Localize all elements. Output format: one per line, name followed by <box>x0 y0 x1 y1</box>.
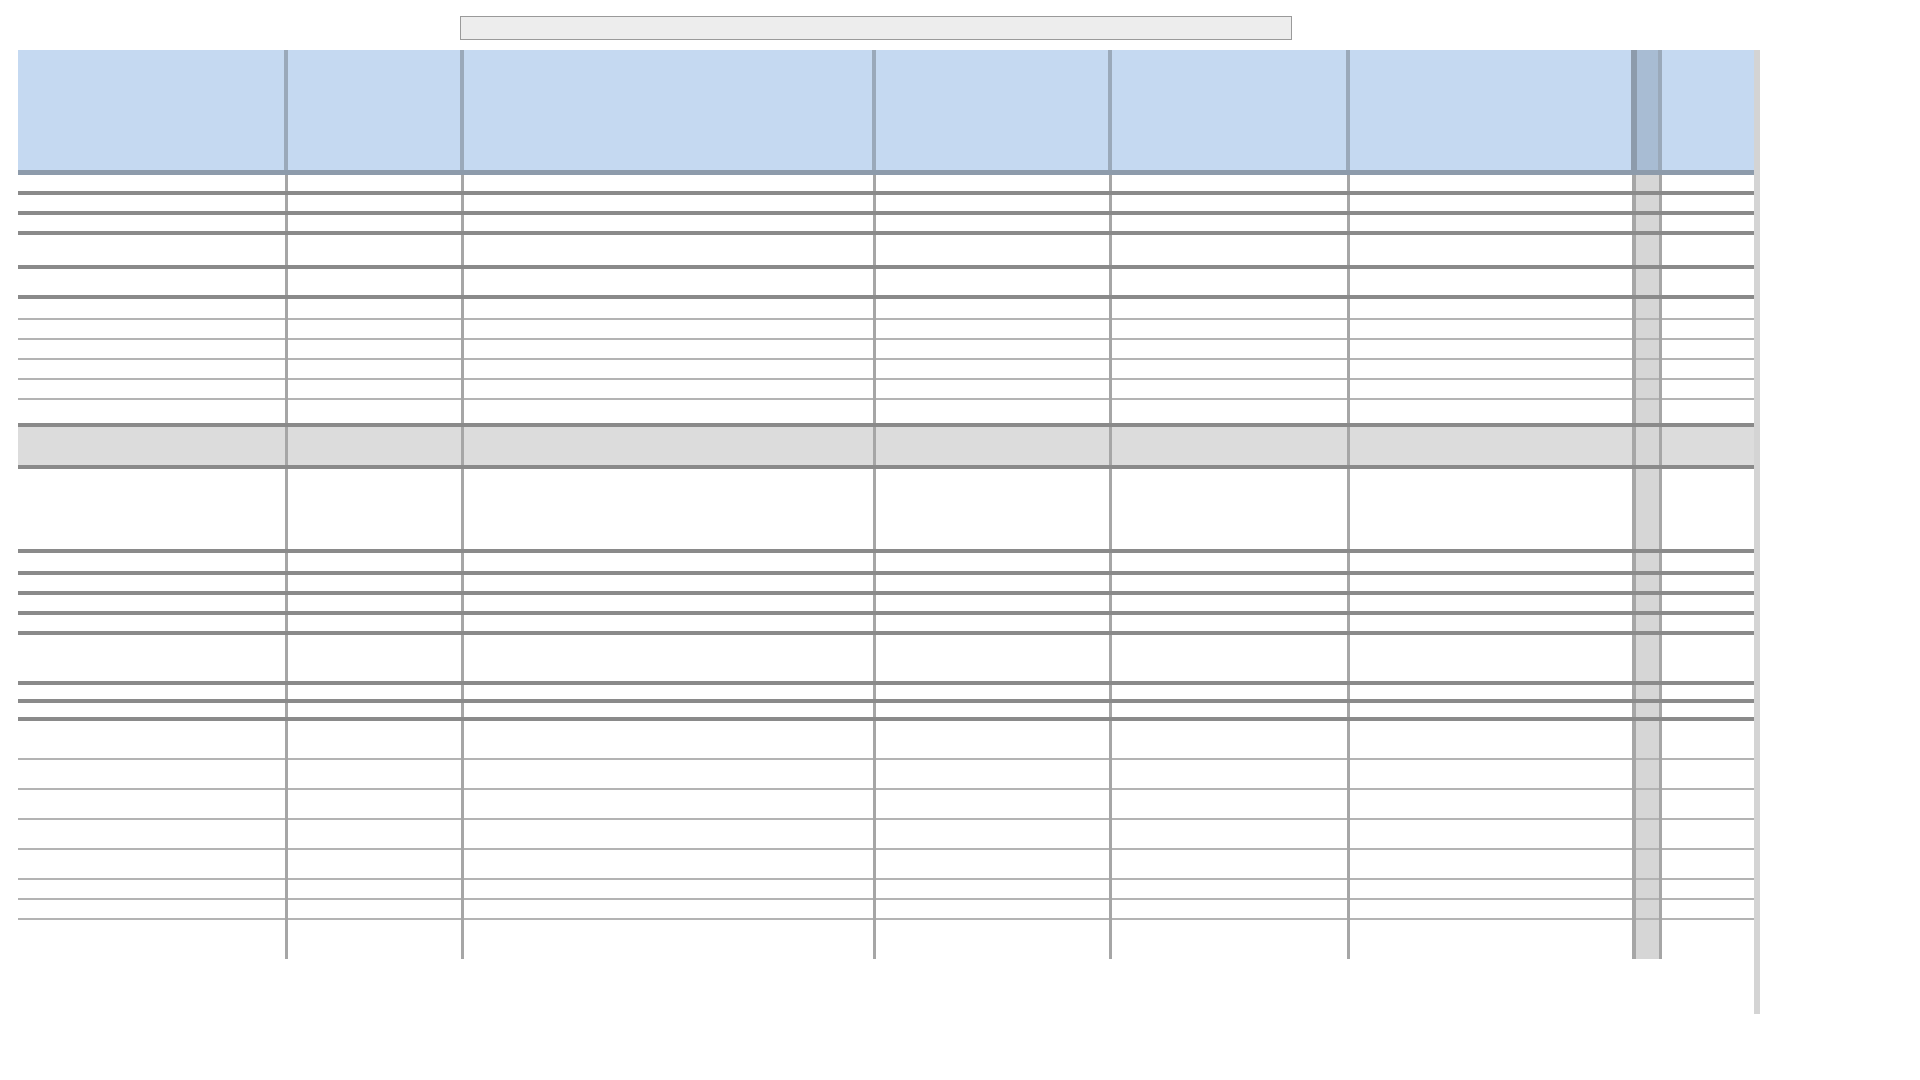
cell-bar <box>1634 267 1660 297</box>
cell-name <box>1348 267 1634 297</box>
cell-remarks <box>18 849 286 879</box>
cell-name <box>1348 213 1634 233</box>
cell-value-b <box>874 593 1110 613</box>
cell-value-a <box>1110 613 1348 633</box>
cell-bar <box>1634 399 1660 425</box>
cell-value-b <box>874 653 1110 683</box>
cell-remarks <box>18 653 286 683</box>
cell-value-a <box>1110 593 1348 613</box>
cell-number <box>1660 683 1754 701</box>
cell-remarks <box>18 551 286 573</box>
cell-value-a <box>1110 719 1348 759</box>
cell-number <box>1660 551 1754 573</box>
cell-bar <box>1634 759 1660 789</box>
cell-name <box>1348 653 1634 683</box>
cell-remarks <box>18 633 286 653</box>
table-row <box>18 319 1754 339</box>
cell-number <box>1660 267 1754 297</box>
cell-value-a <box>1110 193 1348 213</box>
cell-value-c <box>462 339 874 359</box>
cell-notes <box>286 919 462 939</box>
cell-value-c <box>462 425 874 467</box>
cell-number <box>1660 297 1754 319</box>
cell-number <box>1660 899 1754 919</box>
cell-bar <box>1634 593 1660 613</box>
cell-value-c <box>462 701 874 719</box>
footnote <box>1184 1066 1744 1078</box>
cell-bar <box>1634 819 1660 849</box>
cell-value-c <box>462 173 874 193</box>
column-header-remarks <box>18 50 286 173</box>
cell-number <box>1660 233 1754 267</box>
cell-bar <box>1634 193 1660 213</box>
cell-notes <box>286 267 462 297</box>
cell-remarks <box>18 267 286 297</box>
cell-bar <box>1634 501 1660 551</box>
table-row <box>18 379 1754 399</box>
cell-value-b <box>874 819 1110 849</box>
column-header-name <box>1348 50 1634 173</box>
cell-value-c <box>462 297 874 319</box>
cell-value-b <box>874 319 1110 339</box>
cell-name <box>1348 939 1634 959</box>
cell-number <box>1660 379 1754 399</box>
cell-value-b <box>874 425 1110 467</box>
cell-bar <box>1634 701 1660 719</box>
cell-value-a <box>1110 879 1348 899</box>
cell-name <box>1348 501 1634 551</box>
table-row <box>18 939 1754 959</box>
cell-value-c <box>462 719 874 759</box>
cell-value-c <box>462 573 874 593</box>
cell-value-a <box>1110 359 1348 379</box>
cell-bar <box>1634 919 1660 939</box>
cell-notes <box>286 339 462 359</box>
cell-value-b <box>874 633 1110 653</box>
cell-notes <box>286 399 462 425</box>
cell-value-c <box>462 653 874 683</box>
cell-value-c <box>462 399 874 425</box>
table-row <box>18 849 1754 879</box>
column-header-value-a <box>1110 50 1348 173</box>
cell-value-b <box>874 501 1110 551</box>
cell-value-b <box>874 939 1110 959</box>
cell-remarks <box>18 359 286 379</box>
cell-value-a <box>1110 759 1348 789</box>
cell-number <box>1660 359 1754 379</box>
cell-number <box>1660 653 1754 683</box>
cell-name <box>1348 719 1634 759</box>
cell-bar <box>1634 551 1660 573</box>
cell-bar <box>1634 613 1660 633</box>
table-row <box>18 701 1754 719</box>
cell-remarks <box>18 339 286 359</box>
cell-bar <box>1634 359 1660 379</box>
cell-value-a <box>1110 379 1348 399</box>
cell-notes <box>286 297 462 319</box>
cell-remarks <box>18 193 286 213</box>
cell-name <box>1348 425 1634 467</box>
cell-value-c <box>462 789 874 819</box>
cell-value-a <box>1110 919 1348 939</box>
table-row <box>18 879 1754 899</box>
cell-notes <box>286 593 462 613</box>
cell-number <box>1660 339 1754 359</box>
cell-value-c <box>462 849 874 879</box>
cell-number <box>1660 573 1754 593</box>
cell-value-b <box>874 193 1110 213</box>
cell-value-a <box>1110 573 1348 593</box>
cell-value-a <box>1110 939 1348 959</box>
cell-name <box>1348 193 1634 213</box>
cell-remarks <box>18 501 286 551</box>
cell-remarks <box>18 701 286 719</box>
cell-number <box>1660 399 1754 425</box>
cell-value-a <box>1110 467 1348 501</box>
cell-value-a <box>1110 213 1348 233</box>
cell-value-c <box>462 683 874 701</box>
cell-bar <box>1634 573 1660 593</box>
cell-number <box>1660 633 1754 653</box>
cell-notes <box>286 849 462 879</box>
cell-name <box>1348 683 1634 701</box>
cell-notes <box>286 719 462 759</box>
cell-value-a <box>1110 789 1348 819</box>
cell-remarks <box>18 613 286 633</box>
table-row <box>18 683 1754 701</box>
cell-remarks <box>18 379 286 399</box>
cell-name <box>1348 919 1634 939</box>
cell-value-a <box>1110 319 1348 339</box>
cell-notes <box>286 551 462 573</box>
cell-value-c <box>462 939 874 959</box>
cell-name <box>1348 467 1634 501</box>
table-row <box>18 193 1754 213</box>
cell-remarks <box>18 297 286 319</box>
column-header-notes <box>286 50 462 173</box>
cell-bar <box>1634 789 1660 819</box>
cell-number <box>1660 319 1754 339</box>
table-row <box>18 501 1754 551</box>
cell-name <box>1348 339 1634 359</box>
table-row <box>18 819 1754 849</box>
cell-number <box>1660 759 1754 789</box>
cell-remarks <box>18 593 286 613</box>
cell-number <box>1660 613 1754 633</box>
cell-remarks <box>18 939 286 959</box>
cell-number <box>1660 939 1754 959</box>
cell-name <box>1348 551 1634 573</box>
cell-name <box>1348 593 1634 613</box>
cell-value-a <box>1110 233 1348 267</box>
table-row <box>18 297 1754 319</box>
cell-notes <box>286 233 462 267</box>
page-title <box>460 16 1292 40</box>
cell-bar <box>1634 683 1660 701</box>
cell-notes <box>286 613 462 633</box>
cell-value-a <box>1110 899 1348 919</box>
cell-value-b <box>874 683 1110 701</box>
cell-remarks <box>18 399 286 425</box>
cell-bar <box>1634 719 1660 759</box>
cell-value-b <box>874 899 1110 919</box>
table-row <box>18 173 1754 193</box>
cell-value-c <box>462 467 874 501</box>
cell-value-b <box>874 551 1110 573</box>
cell-number <box>1660 501 1754 551</box>
cell-value-c <box>462 193 874 213</box>
cell-remarks <box>18 879 286 899</box>
cell-number <box>1660 425 1754 467</box>
cell-value-a <box>1110 701 1348 719</box>
table-row <box>18 551 1754 573</box>
cell-bar <box>1634 173 1660 193</box>
cell-name <box>1348 233 1634 267</box>
data-table-container <box>18 50 1754 1018</box>
cell-value-c <box>462 879 874 899</box>
cell-remarks <box>18 425 286 467</box>
cell-name <box>1348 633 1634 653</box>
cell-bar <box>1634 213 1660 233</box>
cell-notes <box>286 683 462 701</box>
table-row <box>18 593 1754 613</box>
cell-value-a <box>1110 297 1348 319</box>
column-header-value-b <box>874 50 1110 173</box>
cell-name <box>1348 399 1634 425</box>
column-header-value-c <box>462 50 874 173</box>
table-row <box>18 267 1754 297</box>
table-row <box>18 633 1754 653</box>
cell-value-c <box>462 613 874 633</box>
cell-value-a <box>1110 633 1348 653</box>
cell-value-b <box>874 789 1110 819</box>
cell-value-c <box>462 819 874 849</box>
cell-value-b <box>874 701 1110 719</box>
cell-value-b <box>874 359 1110 379</box>
cell-value-a <box>1110 819 1348 849</box>
cell-number <box>1660 919 1754 939</box>
cell-notes <box>286 879 462 899</box>
table-row <box>18 339 1754 359</box>
cell-name <box>1348 849 1634 879</box>
cell-value-a <box>1110 425 1348 467</box>
cell-remarks <box>18 683 286 701</box>
cell-value-b <box>874 399 1110 425</box>
table-row <box>18 467 1754 501</box>
cell-remarks <box>18 319 286 339</box>
cell-notes <box>286 899 462 919</box>
cell-remarks <box>18 173 286 193</box>
cell-remarks <box>18 899 286 919</box>
cell-number <box>1660 213 1754 233</box>
cell-bar <box>1634 379 1660 399</box>
cell-notes <box>286 501 462 551</box>
cell-value-c <box>462 501 874 551</box>
cell-value-c <box>462 633 874 653</box>
cell-number <box>1660 819 1754 849</box>
cell-remarks <box>18 467 286 501</box>
cell-remarks <box>18 719 286 759</box>
cell-notes <box>286 213 462 233</box>
cell-value-c <box>462 233 874 267</box>
cell-value-c <box>462 319 874 339</box>
sheet-right-border <box>1754 50 1760 1014</box>
cell-value-b <box>874 379 1110 399</box>
cell-value-b <box>874 613 1110 633</box>
cell-remarks <box>18 819 286 849</box>
cell-bar <box>1634 425 1660 467</box>
cell-bar <box>1634 939 1660 959</box>
cell-value-c <box>462 919 874 939</box>
cell-number <box>1660 719 1754 759</box>
cell-bar <box>1634 653 1660 683</box>
cell-notes <box>286 193 462 213</box>
cell-name <box>1348 899 1634 919</box>
header-divider-bar <box>1634 50 1660 173</box>
cell-value-a <box>1110 551 1348 573</box>
cell-remarks <box>18 789 286 819</box>
cell-number <box>1660 193 1754 213</box>
table-row <box>18 613 1754 633</box>
cell-name <box>1348 173 1634 193</box>
cell-number <box>1660 173 1754 193</box>
cell-notes <box>286 759 462 789</box>
cell-number <box>1660 593 1754 613</box>
table-row <box>18 653 1754 683</box>
cell-bar <box>1634 899 1660 919</box>
cell-value-b <box>874 573 1110 593</box>
cell-notes <box>286 633 462 653</box>
cell-notes <box>286 789 462 819</box>
cell-value-c <box>462 267 874 297</box>
cell-value-c <box>462 359 874 379</box>
cell-number <box>1660 701 1754 719</box>
cell-value-a <box>1110 683 1348 701</box>
column-header-number <box>1660 50 1754 173</box>
cell-name <box>1348 379 1634 399</box>
cell-value-c <box>462 551 874 573</box>
table-row <box>18 899 1754 919</box>
cell-name <box>1348 613 1634 633</box>
cell-notes <box>286 379 462 399</box>
cell-name <box>1348 701 1634 719</box>
cell-value-c <box>462 899 874 919</box>
cell-value-a <box>1110 267 1348 297</box>
cell-value-b <box>874 467 1110 501</box>
cell-bar <box>1634 633 1660 653</box>
cell-notes <box>286 359 462 379</box>
cell-notes <box>286 467 462 501</box>
cell-remarks <box>18 573 286 593</box>
cell-remarks <box>18 759 286 789</box>
cell-name <box>1348 759 1634 789</box>
cell-name <box>1348 879 1634 899</box>
table-row <box>18 789 1754 819</box>
table-row <box>18 399 1754 425</box>
cell-notes <box>286 425 462 467</box>
cell-value-a <box>1110 399 1348 425</box>
cell-bar <box>1634 879 1660 899</box>
cell-bar <box>1634 319 1660 339</box>
cell-value-c <box>462 759 874 789</box>
table-row <box>18 759 1754 789</box>
cell-bar <box>1634 849 1660 879</box>
cell-value-a <box>1110 653 1348 683</box>
cell-number <box>1660 849 1754 879</box>
cell-bar <box>1634 339 1660 359</box>
cell-value-b <box>874 919 1110 939</box>
cell-name <box>1348 819 1634 849</box>
cell-value-b <box>874 297 1110 319</box>
cell-remarks <box>18 233 286 267</box>
cell-notes <box>286 173 462 193</box>
table-row <box>18 359 1754 379</box>
cell-name <box>1348 789 1634 819</box>
cell-notes <box>286 819 462 849</box>
table-row <box>18 919 1754 939</box>
cell-notes <box>286 939 462 959</box>
cell-bar <box>1634 233 1660 267</box>
cell-value-b <box>874 719 1110 759</box>
cell-value-b <box>874 849 1110 879</box>
cell-number <box>1660 879 1754 899</box>
cell-value-b <box>874 879 1110 899</box>
cell-name <box>1348 359 1634 379</box>
cell-name <box>1348 573 1634 593</box>
cell-notes <box>286 319 462 339</box>
cell-notes <box>286 653 462 683</box>
table-row <box>18 719 1754 759</box>
data-table <box>18 50 1754 959</box>
cell-value-b <box>874 267 1110 297</box>
cell-value-c <box>462 593 874 613</box>
cell-value-a <box>1110 339 1348 359</box>
cell-notes <box>286 573 462 593</box>
table-row <box>18 213 1754 233</box>
cell-number <box>1660 789 1754 819</box>
cell-number <box>1660 467 1754 501</box>
cell-value-c <box>462 213 874 233</box>
table-row <box>18 573 1754 593</box>
cell-bar <box>1634 297 1660 319</box>
cell-remarks <box>18 213 286 233</box>
cell-value-b <box>874 759 1110 789</box>
cell-value-c <box>462 379 874 399</box>
cell-value-a <box>1110 173 1348 193</box>
table-row <box>18 425 1754 467</box>
cell-remarks <box>18 919 286 939</box>
cell-value-b <box>874 339 1110 359</box>
cell-value-a <box>1110 501 1348 551</box>
cell-value-b <box>874 173 1110 193</box>
cell-value-a <box>1110 849 1348 879</box>
cell-notes <box>286 701 462 719</box>
table-body <box>18 173 1754 959</box>
cell-bar <box>1634 467 1660 501</box>
header-row <box>18 50 1754 173</box>
cell-name <box>1348 297 1634 319</box>
table-row <box>18 233 1754 267</box>
cell-name <box>1348 319 1634 339</box>
cell-value-b <box>874 233 1110 267</box>
cell-value-b <box>874 213 1110 233</box>
